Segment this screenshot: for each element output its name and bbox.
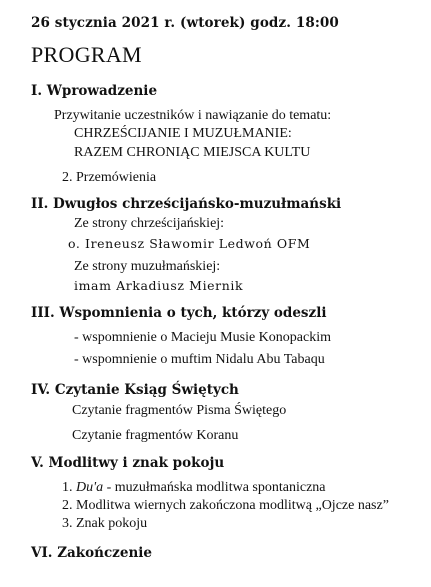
prayer-item-2: 2. Modlitwa wiernych zakończona modlitwą „Ojcze nasz” [62, 498, 389, 513]
section-1-item-2: 2. Przemówienia [62, 170, 157, 185]
christian-speaker: o. Ireneusz Sławomir Ledwoń OFM [68, 236, 311, 251]
section-1-theme-line2: RAZEM CHRONIĄC MIEJSCA KULTU [74, 145, 311, 160]
reading-item-2: Czytanie fragmentów Koranu [72, 428, 239, 443]
section-1-theme-line1: CHRZEŚCIJANIE I MUZUŁMANIE: [74, 126, 292, 141]
section-4-heading: IV. Czytanie Ksiąg Świętych [31, 382, 239, 398]
section-6-heading: VI. Zakończenie [31, 545, 152, 561]
section-3-heading: III. Wspomnienia o tych, którzy odeszli [31, 305, 327, 321]
muslim-speaker: imam Arkadiusz Miernik [74, 278, 244, 293]
section-1-heading: I. Wprowadzenie [31, 83, 158, 99]
section-2-heading: II. Dwugłos chrześcijańsko-muzułmański [31, 196, 342, 212]
prayer-item-1-term: Du'a [76, 480, 104, 495]
page-title: PROGRAM [31, 42, 142, 67]
muslim-side-label: Ze strony muzułmańskiej: [74, 259, 221, 274]
prayer-item-1-text: - muzułmańska modlitwa spontaniczna [103, 480, 326, 495]
memory-item-1: - wspomnienie o Macieju Musie Konopackim [74, 330, 332, 345]
prayer-item-1 [62, 480, 326, 496]
prayer-item-1-number: 1. [62, 480, 73, 495]
reading-item-1: Czytanie fragmentów Pisma Świętego [72, 403, 287, 418]
section-5-heading: V. Modlitwy i znak pokoju [31, 455, 225, 471]
christian-side-label: Ze strony chrześcijańskiej: [74, 216, 225, 231]
prayer-item-3: 3. Znak pokoju [62, 516, 148, 531]
event-date: 26 stycznia 2021 r. (wtorek) godz. 18:00 [31, 15, 339, 31]
memory-item-2: - wspomnienie o muftim Nidalu Abu Tabaqu [74, 352, 325, 367]
section-1-intro: Przywitanie uczestników i nawiązanie do tematu: [54, 108, 332, 123]
